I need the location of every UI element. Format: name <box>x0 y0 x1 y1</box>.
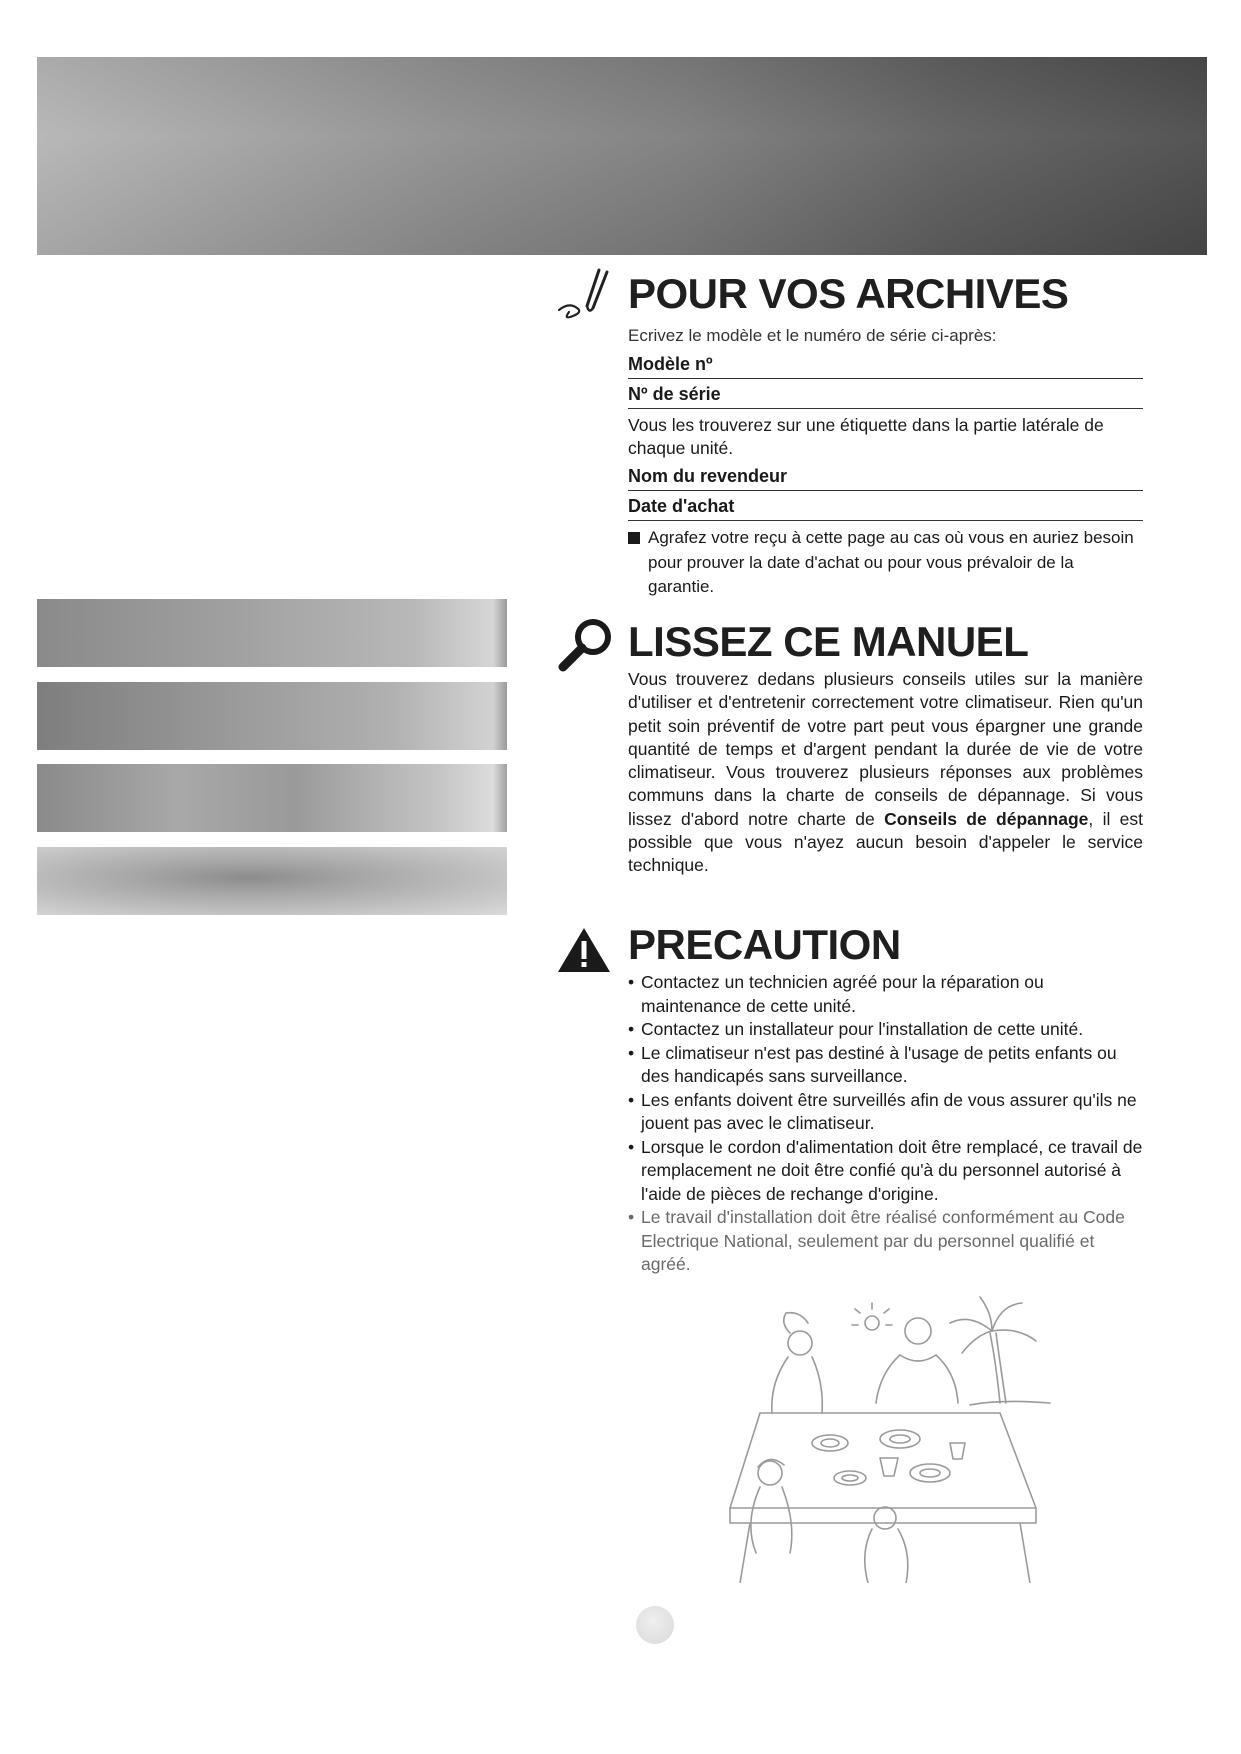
precaution-item: • Le climatiseur n'est pas destiné à l'usage de petits enfants ou des handicapés sans surveillance. <box>628 1042 1143 1089</box>
sidebar-bar-3 <box>37 764 507 832</box>
sidebar-bar-1 <box>37 599 507 667</box>
troubleshooting-chart-ref: Conseils de dépannage <box>884 808 1089 829</box>
sidebar-bar-4 <box>37 847 507 915</box>
picnic-illustration <box>700 1283 1060 1583</box>
serial-number-field: Nº de série <box>628 383 1143 409</box>
pen-icon <box>555 266 617 329</box>
precaution-item: • Les enfants doivent être surveillés afin de vous assurer qu'ils ne jouent pas avec le climatiseur. <box>628 1089 1143 1136</box>
precaution-item: • Lorsque le cordon d'alimentation doit être remplacé, ce travail de remplacement ne doit être confié qu'à du personnel autorisé à l'aide de pièces de rechange d'origine. <box>628 1136 1143 1207</box>
sidebar-bar-2 <box>37 682 507 750</box>
archives-title: POUR VOS ARCHIVES <box>628 270 1069 317</box>
precaution-item: • Contactez un technicien agréé pour la réparation ou maintenance de cette unité. <box>628 971 1143 1018</box>
purchase-date-field: Date d'achat <box>628 495 1143 521</box>
magnifier-icon <box>555 615 617 680</box>
precaution-list <box>628 971 1143 1277</box>
model-number-field: Modèle nº <box>628 353 1143 379</box>
precaution-title: PRECAUTION <box>628 921 901 968</box>
manual-title: LISSEZ CE MANUEL <box>628 618 1029 665</box>
dealer-name-field: Nom du revendeur <box>628 465 1143 491</box>
warning-icon <box>555 925 613 980</box>
manual-text-part-1: Vous trouverez dedans plusieurs conseils utiles sur la manière d'utiliser et d'entretenir correctement votre climatiseur. Rien qu'un petit soin préventif de votre part peut vous épargner une grande quantité de temps et d'argent pendant la durée de vie de votre climatiseur. Vous trouverez plusieurs réponses aux problèmes communs dans la charte de conseils de dépannage. Si vous lissez d'abord notre charte de <box>628 669 1143 829</box>
staple-receipt-note: Agrafez votre reçu à cette page au cas où vous en auriez besoin pour prouver la date d'achat ou pour vous prévaloir de la garantie. <box>628 526 1143 600</box>
page-number-badge <box>636 1606 674 1644</box>
archives-intro: Ecrivez le modèle et le numéro de série ci-après: <box>628 326 997 345</box>
precaution-item: • Contactez un installateur pour l'installation de cette unité. <box>628 1018 1143 1042</box>
manual-paragraph <box>628 668 1143 878</box>
label-location-note: Vous les trouverez sur une étiquette dans la partie latérale de chaque unité. <box>628 415 1104 458</box>
header-band <box>37 57 1207 255</box>
precaution-item: • Le travail d'installation doit être réalisé conformément au Code Electrique National, seulement par du personnel qualifié et agréé. <box>628 1206 1143 1277</box>
manual-text-part-2: , il est possible que vous n'ayez aucun besoin d'appeler le service technique. <box>628 808 1143 876</box>
